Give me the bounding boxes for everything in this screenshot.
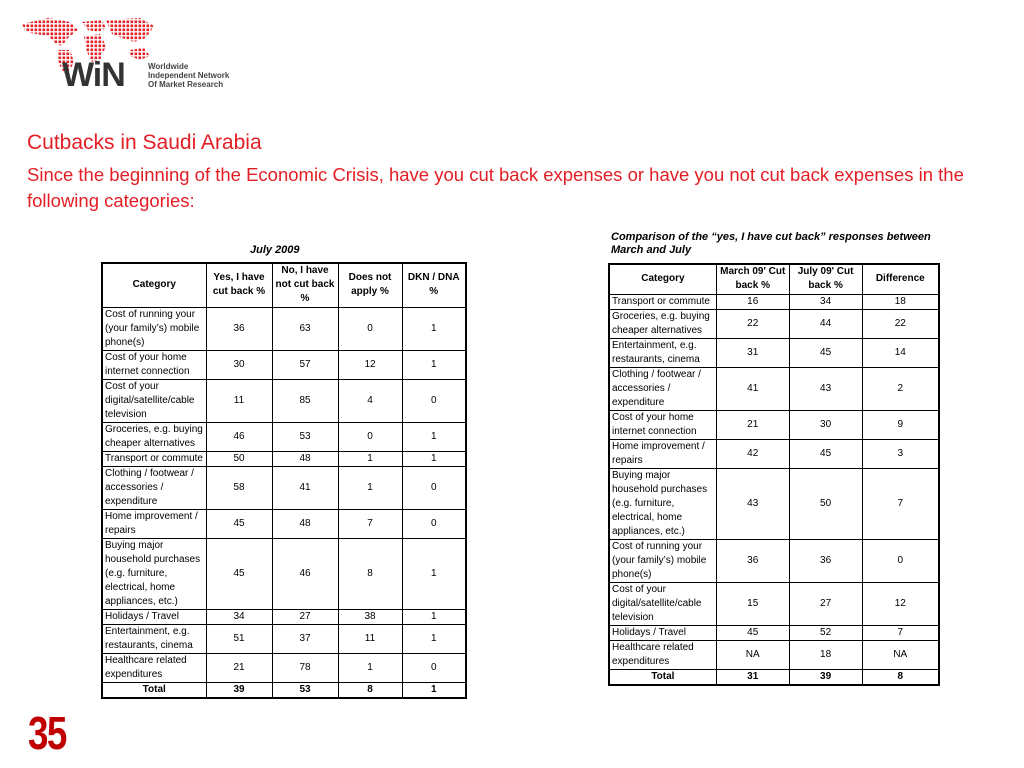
total-value-cell: 39 xyxy=(789,669,862,685)
table-row xyxy=(102,350,466,379)
value-cell: 78 xyxy=(272,653,338,682)
value-cell: 18 xyxy=(789,640,862,669)
category-cell: Clothing / footwear / accessories / expenditure xyxy=(102,466,206,509)
value-cell: 18 xyxy=(862,294,939,309)
win-logo xyxy=(18,16,248,98)
value-cell: 42 xyxy=(716,439,789,468)
value-cell: 48 xyxy=(272,509,338,538)
header-cell: Category xyxy=(102,263,206,307)
value-cell: 45 xyxy=(789,338,862,367)
table-row xyxy=(102,379,466,422)
value-cell: 2 xyxy=(862,367,939,410)
value-cell: 3 xyxy=(862,439,939,468)
table-row xyxy=(609,625,939,640)
value-cell: 1 xyxy=(402,307,466,350)
value-cell: 41 xyxy=(272,466,338,509)
value-cell: 50 xyxy=(789,468,862,539)
value-cell: 37 xyxy=(272,624,338,653)
category-cell: Healthcare related expenditures xyxy=(609,640,716,669)
page-subtitle: Since the beginning of the Economic Crisis, have you cut back expenses or have you not cut back expenses in the following categories: xyxy=(27,164,964,211)
page-title: Cutbacks in Saudi Arabia xyxy=(27,131,262,154)
value-cell: 1 xyxy=(338,451,402,466)
category-cell: Cost of running your (your family’s) mobile phone(s) xyxy=(102,307,206,350)
category-cell: Transport or commute xyxy=(609,294,716,309)
value-cell: 45 xyxy=(206,538,272,609)
value-cell: 0 xyxy=(402,509,466,538)
table-row xyxy=(609,468,939,539)
value-cell: NA xyxy=(862,640,939,669)
category-cell: Buying major household purchases (e.g. furniture, electrical, home appliances, etc.) xyxy=(102,538,206,609)
total-value-cell: 39 xyxy=(206,682,272,698)
table-row xyxy=(609,309,939,338)
table-row xyxy=(609,539,939,582)
value-cell: 57 xyxy=(272,350,338,379)
total-label-cell: Total xyxy=(609,669,716,685)
value-cell: 21 xyxy=(206,653,272,682)
value-cell: 0 xyxy=(338,422,402,451)
value-cell: 43 xyxy=(789,367,862,410)
table-row xyxy=(102,466,466,509)
total-row xyxy=(609,669,939,685)
value-cell: 8 xyxy=(338,538,402,609)
value-cell: 36 xyxy=(789,539,862,582)
value-cell: 31 xyxy=(716,338,789,367)
value-cell: 38 xyxy=(338,609,402,624)
value-cell: 0 xyxy=(402,653,466,682)
value-cell: 12 xyxy=(862,582,939,625)
value-cell: 27 xyxy=(272,609,338,624)
category-cell: Cost of your home internet connection xyxy=(102,350,206,379)
table-row xyxy=(102,451,466,466)
table-row xyxy=(102,307,466,350)
value-cell: 22 xyxy=(862,309,939,338)
header-cell: Category xyxy=(609,264,716,294)
july-2009-table xyxy=(101,262,467,699)
value-cell: 36 xyxy=(716,539,789,582)
value-cell: 58 xyxy=(206,466,272,509)
category-cell: Clothing / footwear / accessories / expenditure xyxy=(609,367,716,410)
table-row xyxy=(609,640,939,669)
value-cell: 46 xyxy=(206,422,272,451)
category-cell: Cost of running your (your family’s) mobile phone(s) xyxy=(609,539,716,582)
value-cell: 7 xyxy=(338,509,402,538)
value-cell: 45 xyxy=(716,625,789,640)
value-cell: 27 xyxy=(789,582,862,625)
value-cell: 0 xyxy=(402,379,466,422)
category-cell: Transport or commute xyxy=(102,451,206,466)
header-cell: No, I have not cut back % xyxy=(272,263,338,307)
category-cell: Groceries, e.g. buying cheaper alternatives xyxy=(102,422,206,451)
value-cell: 1 xyxy=(402,422,466,451)
header-cell: Difference xyxy=(862,264,939,294)
value-cell: 7 xyxy=(862,625,939,640)
value-cell: 1 xyxy=(402,451,466,466)
value-cell: 85 xyxy=(272,379,338,422)
category-cell: Holidays / Travel xyxy=(102,609,206,624)
table-row xyxy=(609,294,939,309)
value-cell: 34 xyxy=(789,294,862,309)
table-header-row xyxy=(102,263,466,307)
value-cell: 0 xyxy=(862,539,939,582)
value-cell: 52 xyxy=(789,625,862,640)
value-cell: 0 xyxy=(402,466,466,509)
table-row xyxy=(609,582,939,625)
value-cell: 1 xyxy=(338,653,402,682)
value-cell: 48 xyxy=(272,451,338,466)
total-value-cell: 8 xyxy=(862,669,939,685)
category-cell: Entertainment, e.g. restaurants, cinema xyxy=(102,624,206,653)
value-cell: 9 xyxy=(862,410,939,439)
value-cell: 45 xyxy=(206,509,272,538)
table-row xyxy=(609,439,939,468)
total-value-cell: 31 xyxy=(716,669,789,685)
category-cell: Holidays / Travel xyxy=(609,625,716,640)
value-cell: 34 xyxy=(206,609,272,624)
value-cell: 15 xyxy=(716,582,789,625)
table-row xyxy=(102,609,466,624)
header-cell: July 09' Cut back % xyxy=(789,264,862,294)
table-row xyxy=(609,338,939,367)
value-cell: 30 xyxy=(206,350,272,379)
category-cell: Home improvement / repairs xyxy=(609,439,716,468)
value-cell: 21 xyxy=(716,410,789,439)
category-cell: Entertainment, e.g. restaurants, cinema xyxy=(609,338,716,367)
category-cell: Home improvement / repairs xyxy=(102,509,206,538)
total-label-cell: Total xyxy=(102,682,206,698)
value-cell: 30 xyxy=(789,410,862,439)
logo-wordmark: WiN xyxy=(62,56,125,94)
page-number: 35 xyxy=(28,707,66,759)
value-cell: 12 xyxy=(338,350,402,379)
value-cell: 50 xyxy=(206,451,272,466)
value-cell: 11 xyxy=(338,624,402,653)
value-cell: 44 xyxy=(789,309,862,338)
header-cell: March 09' Cut back % xyxy=(716,264,789,294)
value-cell: NA xyxy=(716,640,789,669)
value-cell: 51 xyxy=(206,624,272,653)
table-header-row xyxy=(609,264,939,294)
value-cell: 63 xyxy=(272,307,338,350)
category-cell: Groceries, e.g. buying cheaper alternatives xyxy=(609,309,716,338)
left-table-caption: July 2009 xyxy=(250,244,300,256)
category-cell: Cost of your digital/satellite/cable television xyxy=(609,582,716,625)
table-row xyxy=(609,410,939,439)
value-cell: 45 xyxy=(789,439,862,468)
value-cell: 7 xyxy=(862,468,939,539)
value-cell: 53 xyxy=(272,422,338,451)
table-row xyxy=(102,422,466,451)
total-value-cell: 53 xyxy=(272,682,338,698)
value-cell: 4 xyxy=(338,379,402,422)
value-cell: 1 xyxy=(402,609,466,624)
table-row xyxy=(102,538,466,609)
value-cell: 14 xyxy=(862,338,939,367)
value-cell: 46 xyxy=(272,538,338,609)
table-row xyxy=(609,367,939,410)
logo-tagline: Worldwide Independent Network Of Market Research xyxy=(148,62,230,89)
header-cell: DKN / DNA % xyxy=(402,263,466,307)
total-value-cell: 1 xyxy=(402,682,466,698)
table-row xyxy=(102,653,466,682)
value-cell: 22 xyxy=(716,309,789,338)
category-cell: Buying major household purchases (e.g. furniture, electrical, home appliances, etc.) xyxy=(609,468,716,539)
table-row xyxy=(102,509,466,538)
header-cell: Does not apply % xyxy=(338,263,402,307)
category-cell: Cost of your digital/satellite/cable television xyxy=(102,379,206,422)
value-cell: 1 xyxy=(402,538,466,609)
value-cell: 1 xyxy=(402,350,466,379)
value-cell: 43 xyxy=(716,468,789,539)
total-row xyxy=(102,682,466,698)
value-cell: 0 xyxy=(338,307,402,350)
table-row xyxy=(102,624,466,653)
value-cell: 1 xyxy=(338,466,402,509)
value-cell: 1 xyxy=(402,624,466,653)
march-july-comparison-table xyxy=(608,263,940,686)
category-cell: Cost of your home internet connection xyxy=(609,410,716,439)
value-cell: 36 xyxy=(206,307,272,350)
value-cell: 16 xyxy=(716,294,789,309)
category-cell: Healthcare related expenditures xyxy=(102,653,206,682)
header-cell: Yes, I have cut back % xyxy=(206,263,272,307)
value-cell: 41 xyxy=(716,367,789,410)
total-value-cell: 8 xyxy=(338,682,402,698)
value-cell: 11 xyxy=(206,379,272,422)
right-table-caption: Comparison of the “yes, I have cut back” responses between March and July xyxy=(611,231,931,256)
